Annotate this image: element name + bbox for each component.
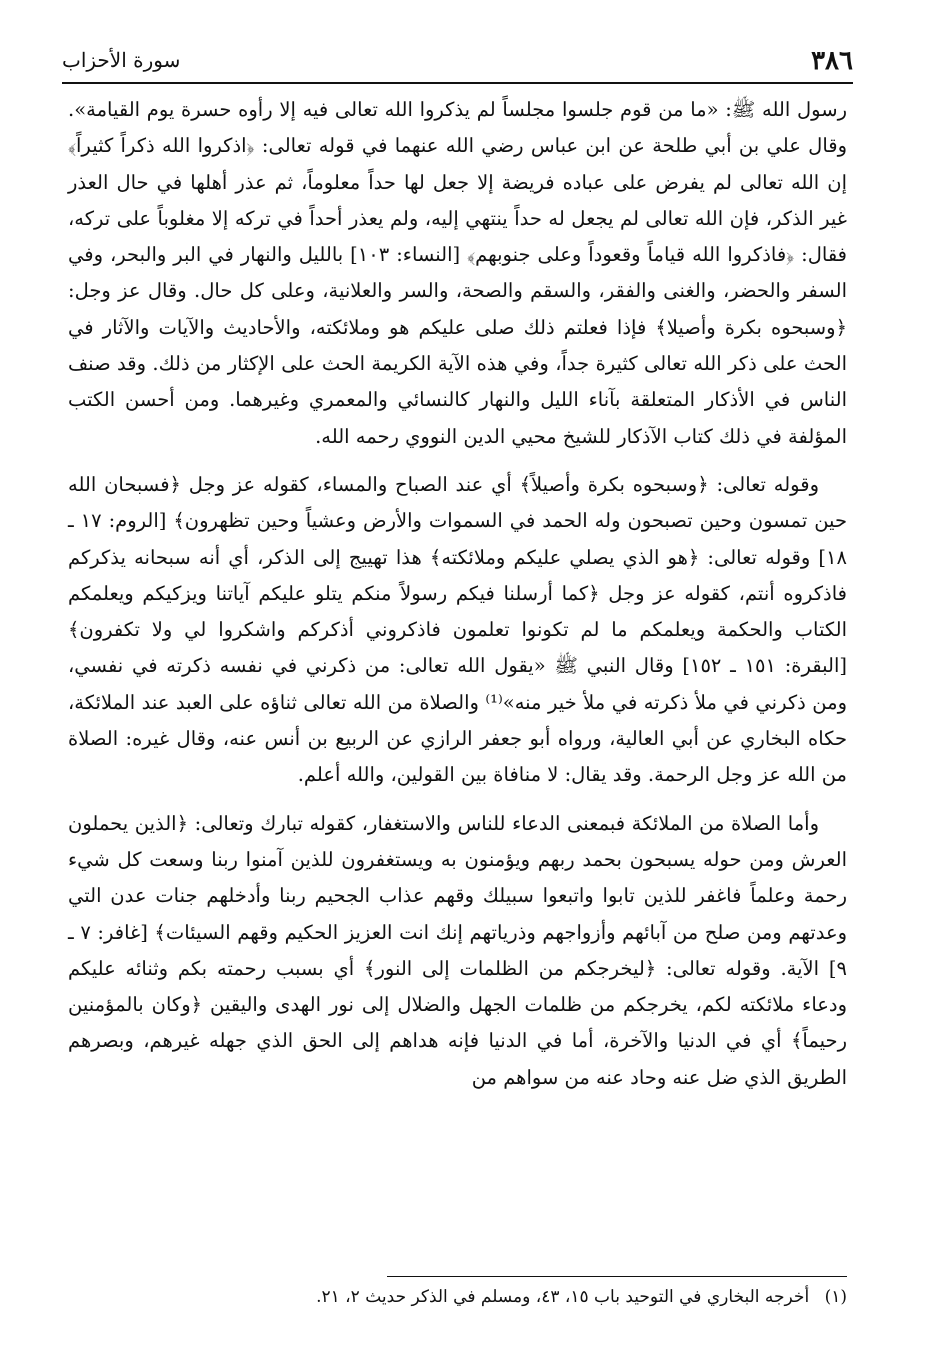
main-text — [68, 92, 847, 1096]
paragraph: رسول الله ﷺ: «ما من قوم جلسوا مجلساً لم يذكروا الله تعالى فيه إلا رأوه حسرة يوم القيامة». وقال علي بن أبي طلحة عن ابن عباس رضي الله عنهما في قوله تعالى: ﴿اذكروا الله ذكراً كثيراً﴾ إن الله تعالى لم يفرض على عباده فريضة إلا جعل لها حداً معلوماً، ثم عذر أهلها في حال العذر غير الذكر، فإن الله تعالى لم يجعل له حداً ينتهي إليه، ولم يعذر أحداً في تركه إلا مغلوباً على تركه، فقال: ﴿فاذكروا الله قياماً وقعوداً وعلى جنوبهم﴾ [النساء: ١٠٣] بالليل والنهار في البر والبحر، وفي السفر والحضر، والغنى والفقر، والسقم والصحة، والسر والعلانية، وعلى كل حال. وقال عز وجل: ﴿وسبحوه بكرة وأصيلا﴾ فإذا فعلتم ذلك صلى عليكم هو وملائكته، والأحاديث والآيات والآثار في الحث على ذكر الله تعالى كثيرة جداً، وفي هذه الآية الكريمة الحث على الإكثار من ذلك. وقد صنف الناس في الأذكار المتعلقة بآناء الليل والنهار كالنسائي والمعمري وغيرهما. ومن أحسن الكتب المؤلفة في ذلك كتاب الآذكار للشيخ محيي الدين النووي رحمه الله. — [68, 98, 848, 448]
paragraph: وقوله تعالى: ﴿وسبحوه بكرة وأصيلاً﴾ أي عند الصباح والمساء، كقوله عز وجل ﴿فسبحان الله حين تمسون وحين تصبحون وله الحمد في السموات والأرض وعشياً وحين تظهرون﴾ [الروم: ١٧ ـ ١٨] وقوله تعالى: ﴿هو الذي يصلي عليكم وملائكته﴾ هذا تهييج إلى الذكر، أي أنه سبحانه يذكركم فاذكروه أنتم، كقوله عز وجل ﴿كما أرسلنا فيكم رسولاً منكم يتلو عليكم آياتنا ويزكيكم ويعلمكم الكتاب والحكمة ويعلمكم ما لم تكونوا تعلمون فاذكروني أذكركم واشكروا لي ولا تكفرون﴾ [البقرة: ١٥١ ـ ١٥٢] وقال النبي ﷺ «يقول الله تعالى: من ذكرني في نفسه ذكرته في نفسي، ومن ذكرني في ملأ ذكرته في ملأ خير منه»⁽¹⁾ والصلاة من الله تعالى ثناؤه على العبد عند الملائكة، حكاه البخاري عن أبي العالية، ورواه أبو جعفر الرازي عن الربيع بن أنس عنه، وقال غيره: الصلاة من الله عز وجل الرحمة. وقد يقال: لا منافاة بين القولين، والله أعلم. — [68, 472, 847, 787]
footnote-divider — [387, 1276, 847, 1277]
header-divider — [62, 82, 853, 84]
footnote-number: (١) — [824, 1287, 847, 1307]
footnote — [68, 1282, 847, 1312]
page-number: ٣٨٦ — [811, 46, 853, 76]
footnote-text: أخرجه البخاري في التوحيد باب ١٥، ٤٣، ومسلم في الذكر حديث ٢، ٢١. — [316, 1287, 810, 1307]
paragraph: وأما الصلاة من الملائكة فبمعنى الدعاء للناس والاستغفار، كقوله تبارك وتعالى: ﴿الذين يحملون العرش ومن حوله يسبحون بحمد ربهم ويؤمنون به ويستغفرون للذين آمنوا ربنا وسعت كل شيء رحمة وعلماً فاغفر للذين تابوا واتبعوا سبيلك وقهم عذاب الجحيم ربنا وأدخلهم جنات عدن التي وعدتهم ومن صلح من آبائهم وأزواجهم وذرياتهم إنك انت العزيز الحكيم وقهم السيئات﴾ [غافر: ٧ ـ ٩] الآية. وقوله تعالى: ﴿ليخرجكم من الظلمات إلى النور﴾ أي بسبب رحمته بكم وثنائه عليكم ودعاء ملائكته لكم، يخرجكم من ظلمات الجهل والضلال إلى نور الهدى واليقين ﴿وكان بالمؤمنين رحيماً﴾ أي في الدنيا والآخرة، أما في الدنيا فإنه هداهم إلى الحق الذي جهله غيرهم، وبصرهم الطريق الذي ضل عنه وحاد عنه من سواهم من — [68, 811, 848, 1089]
running-title: سورة الأحزاب — [62, 48, 181, 72]
page-header — [62, 40, 853, 82]
